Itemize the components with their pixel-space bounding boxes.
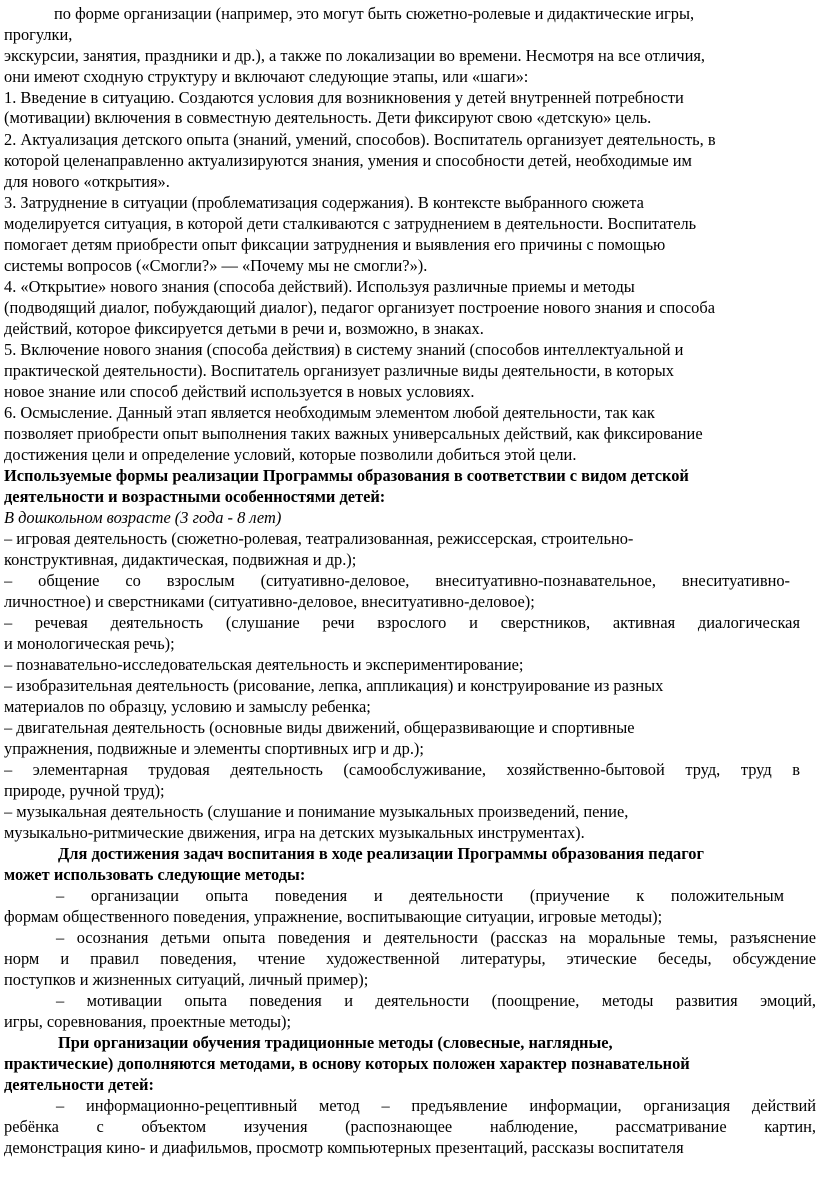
paragraph-line: новое знание или способ действий используется в новых условиях. — [4, 382, 475, 401]
section-heading: При организации обучения традиционные методы (словесные, наглядные, — [58, 1033, 613, 1052]
paragraph-line: позволяет приобрести опыт выполнения таких важных универсальных действий, как фиксирование — [4, 424, 703, 443]
list-item: – информационно-рецептивный метод – предъявление информации, организация действий — [56, 1096, 816, 1115]
paragraph-line: системы вопросов («Смогли?» — «Почему мы не смогли?»). — [4, 256, 428, 275]
list-item: – осознания детьми опыта поведения и деятельности (рассказ на моральные темы, разъяснение — [56, 928, 816, 947]
paragraph-line: достижения цели и определение условий, которые позволили добиться этой цели. — [4, 445, 577, 464]
paragraph-line: ребёнка с объектом изучения (распознающее наблюдение, рассматривание картин, — [4, 1117, 816, 1136]
list-item: – мотивации опыта поведения и деятельности (поощрение, методы развития эмоций, — [56, 991, 816, 1010]
list-item: – познавательно-исследовательская деятельность и экспериментирование; — [4, 655, 524, 674]
list-item: – элементарная трудовая деятельность (самообслуживание, хозяйственно-бытовой труд, труд в — [4, 760, 800, 779]
section-heading: Используемые формы реализации Программы образования в соответствии с видом детской — [4, 466, 689, 485]
paragraph-line: материалов по образцу, условию и замыслу ребенка; — [4, 697, 371, 716]
subheading: В дошкольном возрасте (3 года - 8 лет) — [4, 508, 282, 527]
paragraph-line: формам общественного поведения, упражнение, воспитывающие ситуации, игровые методы); — [4, 907, 663, 926]
paragraph-line: которой целенаправленно актуализируются знания, умения и способности детей, необходимые им — [4, 151, 692, 170]
section-heading: может использовать следующие методы: — [4, 865, 306, 884]
list-item: – организации опыта поведения и деятельности (приучение к положительным — [56, 886, 784, 905]
paragraph-line: моделируется ситуация, в которой дети сталкиваются с затруднением в деятельности. Воспитатель — [4, 214, 697, 233]
list-item: 6. Осмысление. Данный этап является необходимым элементом любой деятельности, так как — [4, 403, 655, 422]
list-item: – общение со взрослым (ситуативно-деловое, внеситуативно-познавательное, внеситуативно- — [4, 571, 790, 590]
list-item: 5. Включение нового знания (способа действия) в систему знаний (способов интеллектуальной и — [4, 340, 684, 359]
list-item: – двигательная деятельность (основные виды движений, общеразвивающие и спортивные — [4, 718, 635, 737]
paragraph-line: природе, ручной труд); — [4, 781, 165, 800]
paragraph-line: для нового «открытия». — [4, 172, 170, 191]
section-heading: практические) дополняются методами, в основу которых положен характер познавательной — [4, 1054, 690, 1073]
section-heading: Для достижения задач воспитания в ходе реализации Программы образования педагог — [58, 844, 704, 863]
list-item: 1. Введение в ситуацию. Создаются условия для возникновения у детей внутренней потребности — [4, 88, 684, 107]
paragraph-line: упражнения, подвижные и элементы спортивных игр и др.); — [4, 739, 424, 758]
paragraph-line: по форме организации (например, это могут быть сюжетно-ролевые и дидактические игры, — [54, 4, 695, 23]
paragraph-line: и монологическая речь); — [4, 634, 175, 653]
list-item: – игровая деятельность (сюжетно-ролевая, театрализованная, режиссерская, строительно- — [4, 529, 634, 548]
paragraph-line: (подводящий диалог, побуждающий диалог), педагог организует построение нового знания и способа — [4, 298, 715, 317]
paragraph-line: поступков и жизненных ситуаций, личный пример); — [4, 970, 369, 989]
section-heading: деятельности и возрастными особенностями детей: — [4, 487, 386, 506]
paragraph-line: экскурсии, занятия, праздники и др.), а также по локализации во времени. Несмотря на все отличия, — [4, 46, 705, 65]
list-item: 4. «Открытие» нового знания (способа действий). Используя различные приемы и методы — [4, 277, 635, 296]
paragraph-line: действий, которое фиксируется детьми в речи и, возможно, в знаках. — [4, 319, 484, 338]
list-item: – изобразительная деятельность (рисование, лепка, аппликация) и конструирование из разных — [4, 676, 664, 695]
paragraph-line: личностное) и сверстниками (ситуативно-деловое, внеситуативно-деловое); — [4, 592, 535, 611]
paragraph-line: прогулки, — [4, 25, 73, 44]
section-heading: деятельности детей: — [4, 1075, 154, 1094]
paragraph-line: (мотивации) включения в совместную деятельность. Дети фиксируют свою «детскую» цель. — [4, 108, 652, 127]
list-item: – речевая деятельность (слушание речи взрослого и сверстников, активная диалогическая — [4, 613, 800, 632]
list-item: 2. Актуализация детского опыта (знаний, умений, способов). Воспитатель организует деятельность, в — [4, 130, 716, 149]
paragraph-line: музыкально-ритмические движения, игра на детских музыкальных инструментах). — [4, 823, 585, 842]
list-item: – музыкальная деятельность (слушание и понимание музыкальных произведений, пение, — [4, 802, 629, 821]
paragraph-line: практической деятельности). Воспитатель организует различные виды деятельности, в которых — [4, 361, 674, 380]
paragraph-line: норм и правил поведения, чтение художественной литературы, этические беседы, обсуждение — [4, 949, 816, 968]
paragraph-line: демонстрация кино- и диафильмов, просмотр компьютерных презентаций, рассказы воспитателя — [4, 1138, 684, 1157]
paragraph-line: помогает детям приобрести опыт фиксации затруднения и выявления его причины с помощью — [4, 235, 666, 254]
paragraph-line: конструктивная, дидактическая, подвижная и др.); — [4, 550, 357, 569]
paragraph-line: они имеют сходную структуру и включают следующие этапы, или «шаги»: — [4, 67, 529, 86]
paragraph-line: игры, соревнования, проектные методы); — [4, 1012, 292, 1031]
list-item: 3. Затруднение в ситуации (проблематизация содержания). В контексте выбранного сюжета — [4, 193, 644, 212]
